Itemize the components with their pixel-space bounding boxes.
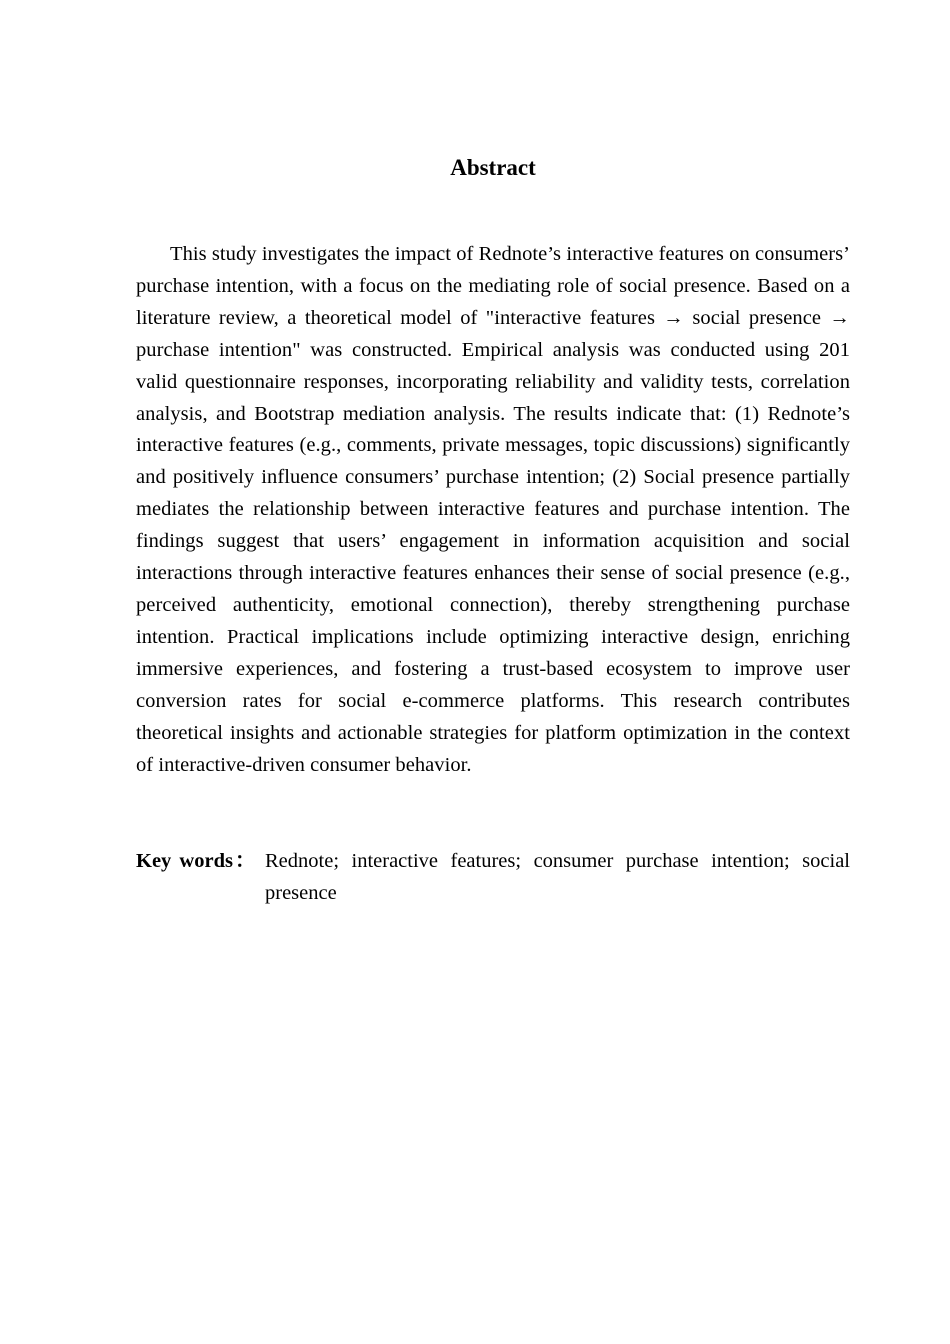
abstract-body: This study investigates the impact of Rednote’s interactive features on consumers’ purchase intention, with a focus on the mediating role of social presence. Based on a literature review, a theoretical model of "interactive features → social presence → purchase intention" was constructed. Empirical analysis was conducted using 201 valid questionnaire responses, incorporating reliability and validity tests, correlation analysis, and Bootstrap mediation analysis. The results indicate that: (1) Rednote’s interactive features (e.g., comments, private messages, topic discussions) significantly and positively influence consumers’ purchase intention; (2) Social presence partially mediates the relationship between interactive features and purchase intention. The findings suggest that users’ engagement in information acquisition and social interactions through interactive features enhances their sense of social presence (e.g., perceived authenticity, emotional connection), thereby strengthening purchase intention. Practical implications include optimizing interactive design, enriching immersive experiences, and fostering a trust-based ecosystem to improve user conversion rates for social e-commerce platforms. This research contributes theoretical insights and actionable strategies for platform optimization in the context of interactive-driven consumer behavior.	[136, 243, 850, 776]
keywords-label-group	[136, 845, 265, 909]
keywords-label: Key words	[136, 850, 233, 872]
keywords-colon: ：	[234, 850, 256, 872]
abstract-title: Abstract	[450, 155, 536, 180]
keywords-section	[136, 845, 850, 909]
keywords-text: Rednote; interactive features; consumer purchase intention; social presence	[265, 850, 850, 904]
